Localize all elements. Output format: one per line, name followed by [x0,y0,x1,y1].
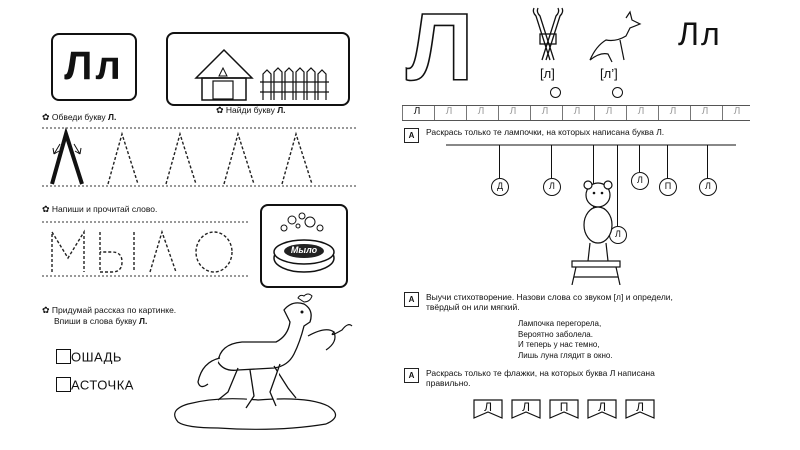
star-icon: ✿ [42,112,50,122]
flag[interactable] [548,398,580,420]
strip-divider [466,106,467,120]
poem: Лампочка перегорела, Вероятно заболела. И теперь у нас темно, Лишь луна глядит в окно. [518,319,613,360]
bulb-task-instruction: Раскрась только те лампочки, на которых написана буква Л. [426,127,665,137]
strip-tile: Л [477,106,485,117]
strip-divider [530,106,531,120]
strip-divider [690,106,691,120]
flag-letter: Л [484,400,492,414]
strip-divider [498,106,499,120]
star-icon: ✿ [42,204,50,214]
house-illustration [168,34,348,104]
letter-input-box[interactable] [56,349,71,364]
bulb-wire [707,145,708,178]
strip-divider [402,106,403,120]
word-horse-text: ОШАДЬ [71,349,122,365]
strip-divider [626,106,627,120]
strip-tile: Л [637,106,645,117]
flag-letter: П [559,400,569,414]
strip-tile: Л [669,106,677,117]
bulb-letter: Л [615,229,621,239]
strip-tile: Л [445,106,453,117]
flag[interactable] [624,398,656,420]
left-page [38,22,360,437]
soap-picture-box [260,204,348,288]
flag[interactable] [472,398,504,420]
skis-icon [528,4,568,64]
bulb-letter: Л [637,175,643,185]
bear-illustration [562,175,632,285]
bulb-wire [667,145,668,178]
task4-instruction: ✿ Придумай рассказ по картинке. [42,305,177,315]
sound-soft-label: [л’] [600,66,618,81]
word-swallow-text: АСТОЧКА [71,377,134,393]
flag-letter: Л [522,400,530,414]
letter-strip [402,105,750,121]
strip-tile: Л [509,106,517,117]
lightbulb[interactable] [699,178,717,196]
abc-cube-icon: А [404,128,419,143]
strip-tile: Л [605,106,613,117]
flag-task-instruction: Раскрась только те флажки, на которых буква Л написана правильно. [426,368,655,388]
big-outline-letter: Л [406,0,474,101]
sound-circle-hard [550,87,561,98]
strip-tile: Л [701,106,709,117]
right-page [396,0,774,446]
soap-label: Мыло [290,245,318,255]
word-tracing-row [38,218,253,280]
star-icon: ✿ [42,305,50,315]
letter-box [51,33,137,101]
flag[interactable] [510,398,542,420]
bulb-wire [639,145,640,172]
task3-instruction: ✿ Напиши и прочитай слово. [42,204,158,214]
word-entry-swallow [56,376,134,394]
strip-tile: Л [733,106,741,117]
letter-box-text: Лл [64,44,124,88]
star-icon: ✿ [216,105,224,115]
sound-hard-label: [л] [540,66,555,81]
sound-circle-soft [612,87,623,98]
lightbulb[interactable] [631,172,649,190]
flag[interactable] [586,398,618,420]
strip-tile: Л [541,106,549,117]
letter-tracing-row [38,124,360,190]
house-picture-box [166,32,350,106]
lightbulb[interactable] [659,178,677,196]
fox-icon [586,10,646,66]
strip-tile: Л [573,106,581,117]
abc-cube-icon: А [404,368,419,383]
task1-instruction: ✿ Обведи букву Л. [42,112,117,122]
strip-divider [434,106,435,120]
letters-top-right: Лл [678,16,722,52]
task2-instruction: ✿ Найди букву Л. [216,105,286,115]
horse-swallow-illustration [158,292,358,432]
task4-instruction-line2: Впиши в слова букву Л. [54,316,148,326]
abc-cube-icon: А [404,292,419,307]
bulb-letter: Л [549,181,555,191]
flag-letter: Л [636,400,644,414]
strip-divider [658,106,659,120]
bulb-letter: Д [496,181,504,191]
bulb-letter: П [664,181,672,191]
strip-divider [562,106,563,120]
bulb-letter: Л [705,181,711,191]
letter-input-box[interactable] [56,377,71,392]
word-entry-horse [56,348,122,366]
poem-task-instruction: Выучи стихотворение. Назови слова со звуком [л] и определи, твёрдый он или мягкий. [426,292,673,312]
strip-divider [722,106,723,120]
strip-tile: Л [413,106,421,117]
flag-letter: Л [598,400,606,414]
lightbulb[interactable] [543,178,561,196]
lightbulb[interactable] [491,178,509,196]
strip-divider [594,106,595,120]
bulb-wire [551,145,552,178]
bulb-wire [499,145,500,178]
